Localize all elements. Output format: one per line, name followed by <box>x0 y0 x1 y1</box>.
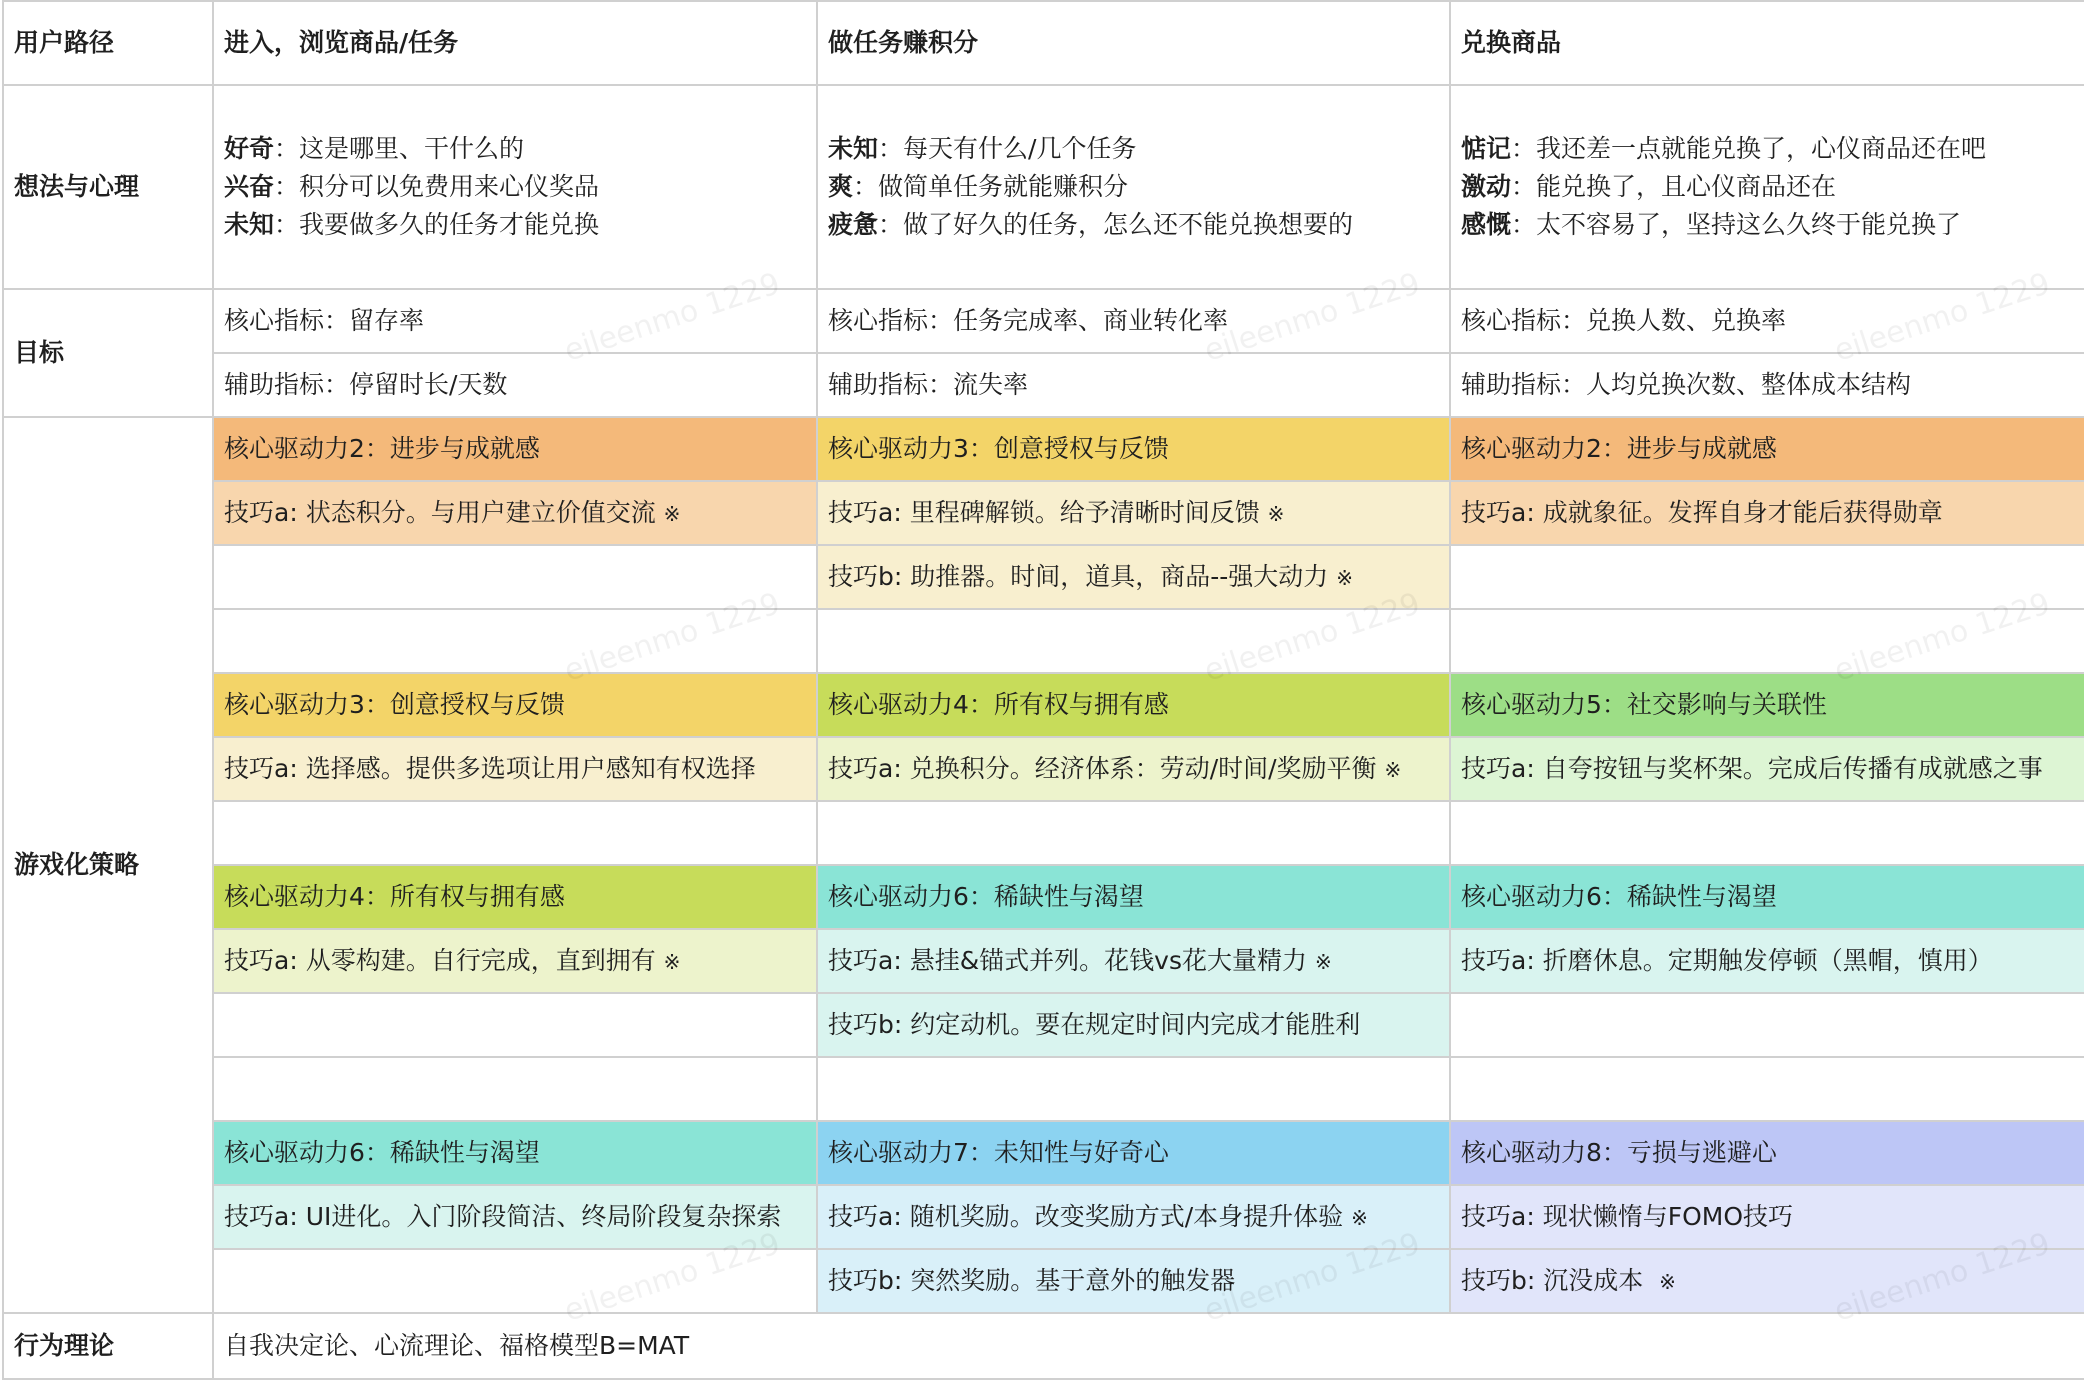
theory-label: 行为理论 <box>3 1313 213 1379</box>
drive-cell: 核心驱动力8：亏损与逃避心 <box>1450 1121 2084 1185</box>
drive-cell: 核心驱动力2：进步与成就感 <box>213 417 817 481</box>
technique-cell <box>817 545 1450 609</box>
drive-cell: 核心驱动力4：所有权与拥有感 <box>213 865 817 929</box>
technique-cell: 技巧a: 现状懒惰与FOMO技巧 <box>1450 1185 2084 1249</box>
technique-cell <box>213 929 817 993</box>
theory-text: 自我决定论、心流理论、福格模型B=MAT <box>213 1313 2084 1379</box>
watermark: eileenmo 1229 <box>1830 266 2055 369</box>
technique-cell: 技巧b: 突然奖励。基于意外的触发器 <box>817 1249 1450 1313</box>
key-mark: ※ <box>1384 757 1402 782</box>
technique-cell: 技巧a: 成就象征。发挥自身才能后获得勋章 <box>1450 481 2084 545</box>
mindset-label: 想法与心理 <box>3 85 213 289</box>
gamification-table <box>2 0 2084 1380</box>
watermark: eileenmo 1229 <box>1200 266 1425 369</box>
goal-aux-c3: 辅助指标：人均兑换次数、整体成本结构 <box>1450 353 2084 417</box>
empty-cell <box>817 1057 1450 1121</box>
technique-cell <box>1450 1249 2084 1313</box>
strategy-row <box>3 609 2084 673</box>
mindset-key: 未知 <box>224 210 275 239</box>
mindset-text: ：做简单任务就能赚积分 <box>853 172 1129 201</box>
goals-aux-row <box>3 353 2084 417</box>
technique-text: 技巧a: 悬挂&锚式并列。花钱vs花大量精力 <box>828 945 1308 975</box>
technique-cell: 技巧a: 选择感。提供多选项让用户感知有权选择 <box>213 737 817 801</box>
watermark: eileenmo 1229 <box>560 586 785 689</box>
key-mark: ※ <box>1336 565 1354 590</box>
technique-text: 技巧a: 从零构建。自行完成，直到拥有 <box>224 945 656 975</box>
technique-cell: 技巧a: UI进化。入门阶段简洁、终局阶段复杂探索 <box>213 1185 817 1249</box>
mindset-key: 感慨 <box>1461 210 1512 239</box>
theory-row <box>3 1313 2084 1379</box>
drive-cell: 核心驱动力6：稀缺性与渴望 <box>213 1121 817 1185</box>
technique-text: 技巧b: 助推器。时间，道具，商品--强大动力 <box>828 561 1329 591</box>
drive-cell: 核心驱动力5：社交影响与关联性 <box>1450 673 2084 737</box>
key-mark: ※ <box>663 501 681 526</box>
mindset-key: 未知 <box>828 134 879 163</box>
mindset-text: ：能兑换了，且心仪商品还在 <box>1511 172 1837 201</box>
mindset-text: ：做了好久的任务，怎么还不能兑换想要的 <box>878 210 1354 239</box>
technique-cell <box>817 929 1450 993</box>
mindset-text: ：我要做多久的任务才能兑换 <box>274 210 600 239</box>
technique-text: 技巧b: 沉没成本 <box>1461 1265 1644 1295</box>
technique-cell <box>817 737 1450 801</box>
strategy-row <box>3 737 2084 801</box>
drive-cell: 核心驱动力6：稀缺性与渴望 <box>1450 865 2084 929</box>
technique-cell: 技巧b: 约定动机。要在规定时间内完成才能胜利 <box>817 993 1450 1057</box>
technique-cell <box>817 1185 1450 1249</box>
empty-cell <box>817 609 1450 673</box>
strategy-row <box>3 1249 2084 1313</box>
strategy-row <box>3 929 2084 993</box>
key-mark: ※ <box>663 949 681 974</box>
key-mark: ※ <box>1314 949 1332 974</box>
strategy-row <box>3 673 2084 737</box>
goals-core-row <box>3 289 2084 353</box>
mindset-c3 <box>1450 85 2084 289</box>
strategy-row <box>3 545 2084 609</box>
strategy-row <box>3 1121 2084 1185</box>
strategy-row <box>3 481 2084 545</box>
key-mark: ※ <box>1267 501 1285 526</box>
empty-cell <box>1450 609 2084 673</box>
goal-aux-c2: 辅助指标：流失率 <box>817 353 1450 417</box>
drive-cell: 核心驱动力3：创意授权与反馈 <box>213 673 817 737</box>
strategy-row <box>3 1057 2084 1121</box>
header-earn-points: 做任务赚积分 <box>817 1 1450 85</box>
watermark: eileenmo 1229 <box>560 1226 785 1329</box>
goal-core-c2: 核心指标：任务完成率、商业转化率 <box>817 289 1450 353</box>
header-redeem: 兑换商品 <box>1450 1 2084 85</box>
watermark: eileenmo 1229 <box>1200 586 1425 689</box>
drive-cell: 核心驱动力3：创意授权与反馈 <box>817 417 1450 481</box>
strategy-row <box>3 1185 2084 1249</box>
technique-text: 技巧a: 兑换积分。经济体系：劳动/时间/奖励平衡 <box>828 753 1377 783</box>
technique-cell: 技巧a: 折磨休息。定期触发停顿（黑帽，慎用） <box>1450 929 2084 993</box>
empty-cell <box>213 801 817 865</box>
empty-cell <box>213 609 817 673</box>
mindset-text: ：积分可以免费用来心仪奖品 <box>274 172 600 201</box>
header-user-path: 用户路径 <box>3 1 213 85</box>
drive-cell: 核心驱动力4：所有权与拥有感 <box>817 673 1450 737</box>
watermark: eileenmo 1229 <box>1830 586 2055 689</box>
empty-cell <box>1450 993 2084 1057</box>
strategy-row <box>3 993 2084 1057</box>
mindset-key: 爽 <box>828 172 854 201</box>
mindset-key: 疲惫 <box>828 210 879 239</box>
header-browse: 进入，浏览商品/任务 <box>213 1 817 85</box>
empty-cell <box>213 1249 817 1313</box>
technique-cell: 技巧a: 自夸按钮与奖杯架。完成后传播有成就感之事 <box>1450 737 2084 801</box>
strategy-row <box>3 417 2084 481</box>
technique-cell <box>817 481 1450 545</box>
mindset-c1 <box>213 85 817 289</box>
mindset-key: 好奇 <box>224 134 275 163</box>
technique-text: 技巧a: 状态积分。与用户建立价值交流 <box>224 497 656 527</box>
goal-aux-c1: 辅助指标：停留时长/天数 <box>213 353 817 417</box>
goal-core-c1: 核心指标：留存率 <box>213 289 817 353</box>
drive-cell: 核心驱动力7：未知性与好奇心 <box>817 1121 1450 1185</box>
empty-cell <box>1450 801 2084 865</box>
drive-cell: 核心驱动力6：稀缺性与渴望 <box>817 865 1450 929</box>
watermark: eileenmo 1229 <box>560 266 785 369</box>
key-mark: ※ <box>1659 1269 1676 1294</box>
mindset-row <box>3 85 2084 289</box>
mindset-c2 <box>817 85 1450 289</box>
empty-cell <box>213 1057 817 1121</box>
mindset-text: ：我还差一点就能兑换了，心仪商品还在吧 <box>1511 134 1987 163</box>
technique-text: 技巧a: 里程碑解锁。给予清晰时间反馈 <box>828 497 1260 527</box>
mindset-key: 惦记 <box>1461 134 1512 163</box>
technique-text: 技巧a: 随机奖励。改变奖励方式/本身提升体验 <box>828 1201 1344 1231</box>
mindset-text: ：每天有什么/几个任务 <box>878 134 1137 163</box>
header-row <box>3 1 2084 85</box>
empty-cell <box>213 545 817 609</box>
strategy-label: 游戏化策略 <box>3 417 213 1313</box>
mindset-text: ：太不容易了，坚持这么久终于能兑换了 <box>1511 210 1962 239</box>
empty-cell <box>213 993 817 1057</box>
drive-cell: 核心驱动力2：进步与成就感 <box>1450 417 2084 481</box>
empty-cell <box>817 801 1450 865</box>
mindset-text: ：这是哪里、干什么的 <box>274 134 525 163</box>
mindset-key: 兴奋 <box>224 172 275 201</box>
goals-label: 目标 <box>3 289 213 417</box>
empty-cell <box>1450 545 2084 609</box>
strategy-row <box>3 865 2084 929</box>
mindset-key: 激动 <box>1461 172 1512 201</box>
goal-core-c3: 核心指标：兑换人数、兑换率 <box>1450 289 2084 353</box>
key-mark: ※ <box>1351 1205 1368 1230</box>
technique-cell <box>213 481 817 545</box>
empty-cell <box>1450 1057 2084 1121</box>
strategy-row <box>3 801 2084 865</box>
